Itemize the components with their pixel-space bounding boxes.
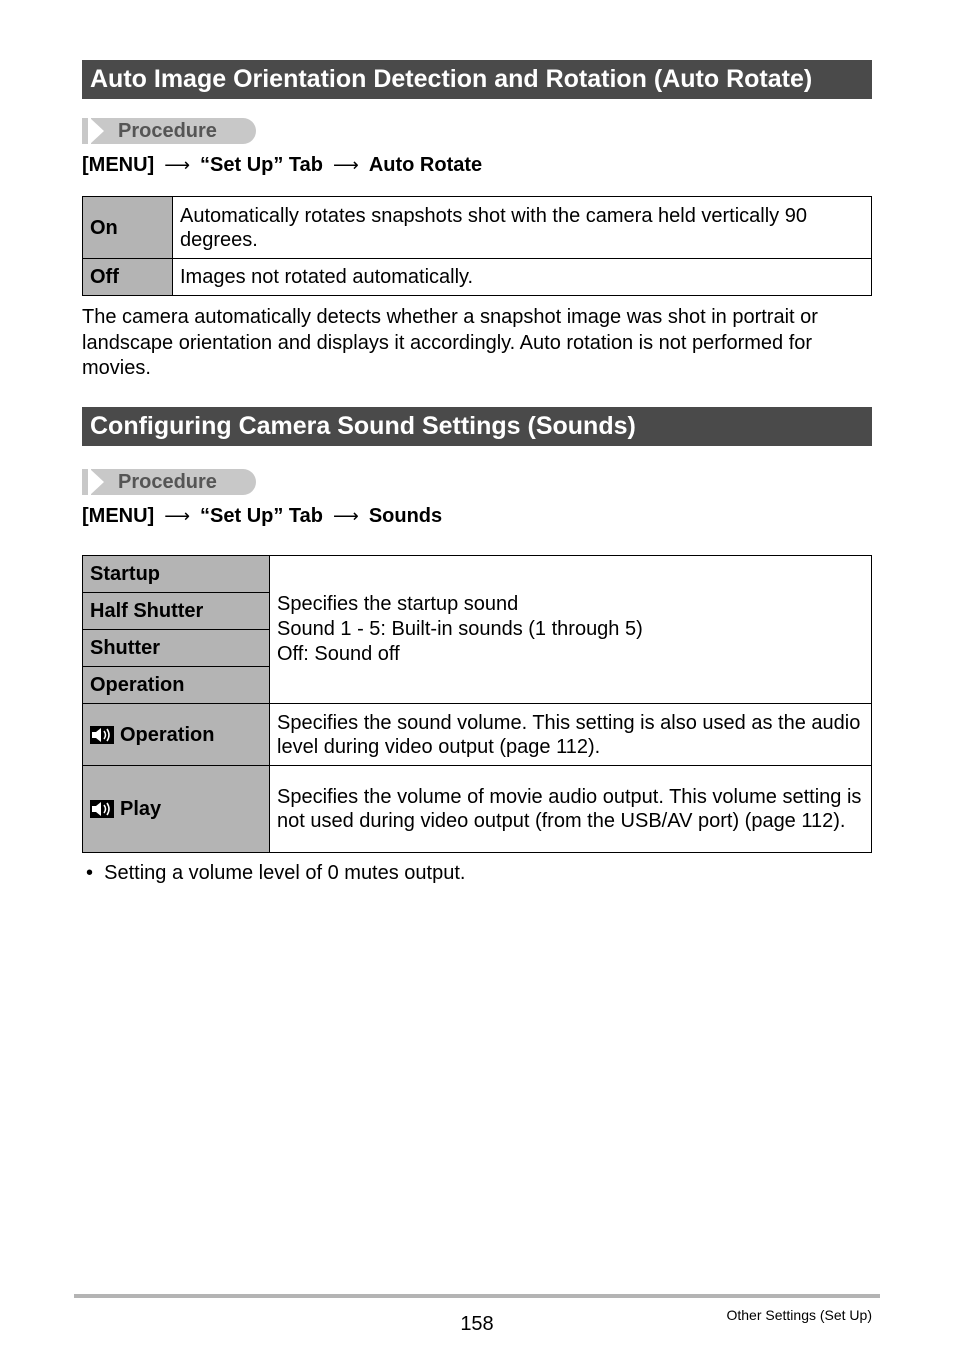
sound-key: Half Shutter [83, 593, 270, 630]
option-desc: Automatically rotates snapshots shot with the camera held vertically 90 degrees. [173, 197, 872, 259]
arrow-right-icon: ⟶ [164, 506, 191, 526]
table-row [83, 197, 872, 259]
table-row [83, 704, 872, 766]
procedure-tab [82, 469, 256, 495]
option-key: On [83, 197, 173, 259]
speaker-icon [90, 726, 114, 744]
sound-desc: Specifies the startup sound Sound 1 - 5: Built-in sounds (1 through 5) Off: Sound off [270, 556, 872, 704]
arrow-right-icon: ⟶ [333, 155, 359, 175]
section-title-sounds: Configuring Camera Sound Settings (Sounds) [82, 407, 872, 446]
auto-rotate-table [82, 196, 872, 296]
procedure-tab [82, 118, 256, 144]
auto-rotate-note: The camera automatically detects whether a snapshot image was shot in portrait or landscape orientation and displays it accordingly. Auto rotation is not performed for movies. [82, 306, 818, 379]
table-row [83, 766, 872, 853]
arrow-right-icon: ⟶ [333, 506, 359, 526]
volume-desc: Specifies the sound volume. This setting is also used as the audio level during video output (page 112). [270, 704, 872, 766]
sounds-table [82, 555, 872, 853]
menu-path-sounds: [MENU] ⟶ “Set Up” Tab ⟶ Sounds [82, 505, 443, 527]
page-number: 158 [460, 1313, 494, 1335]
bullet-note: • Setting a volume level of 0 mutes output. [86, 862, 466, 884]
table-row [83, 556, 872, 593]
option-desc: Images not rotated automatically. [173, 259, 872, 296]
sound-key: Operation [83, 667, 270, 704]
volume-desc: Specifies the volume of movie audio output. This volume setting is not used during video output (from the USB/AV port) (page 112). [270, 766, 872, 853]
sound-key: Startup [83, 556, 270, 593]
sound-key: Shutter [83, 630, 270, 667]
table-row [83, 259, 872, 296]
footer-section-name: Other Settings (Set Up) [726, 1307, 872, 1323]
volume-key: Play [83, 766, 270, 853]
option-key: Off [83, 259, 173, 296]
procedure-label: Procedure [118, 471, 217, 493]
bullet-icon: • [86, 862, 94, 884]
footer-rule [74, 1294, 880, 1298]
section-title-auto-rotate: Auto Image Orientation Detection and Rotation (Auto Rotate) [82, 60, 872, 99]
volume-key: Operation [83, 704, 270, 766]
arrow-right-icon: ⟶ [164, 155, 191, 175]
speaker-icon [90, 800, 114, 818]
menu-path-auto-rotate: [MENU] ⟶ “Set Up” Tab ⟶ Auto Rotate [82, 154, 483, 176]
procedure-label: Procedure [118, 120, 217, 142]
